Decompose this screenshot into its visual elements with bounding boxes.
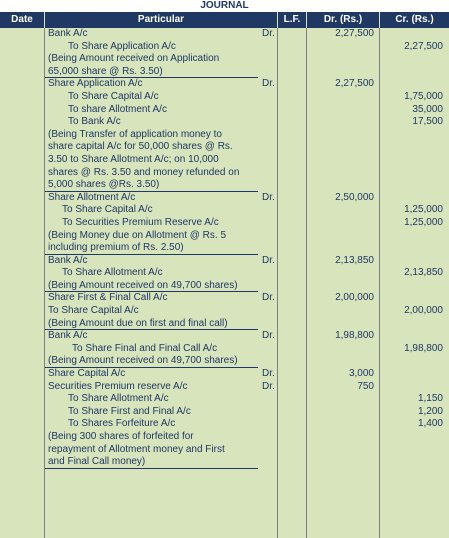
particular-text: shares @ Rs. 3.50 and money refunded on [48,166,240,178]
journal-line [0,406,449,419]
dr-label: Dr. [262,28,275,39]
particular-text: including premium of Rs. 2.50) [48,242,184,254]
particular-text: To Share Capital A/c [62,204,153,216]
journal-line [0,66,449,79]
debit-amount: 2,50,000 [335,191,374,203]
debit-amount: 2,27,500 [335,78,374,90]
particular-text: (Being Amount received on Application [48,53,220,65]
particular-text: (Being Amount received on 49,700 shares) [48,279,238,291]
particular-text: (Being Transfer of application money to [48,128,222,140]
header-cr: Cr. (Rs.) [380,12,449,28]
dr-label: Dr. [262,292,275,304]
dr-label: Dr. [262,254,275,266]
journal-line [0,141,449,154]
journal-line [0,104,449,117]
header-particular: Particular [45,12,277,28]
header-date: Date [0,12,44,28]
particular-text: To Share Capital A/c [48,305,139,317]
journal-line [0,230,449,243]
journal-line [0,78,449,91]
journal-line [0,28,449,41]
particular-text: To Share Final and Final Call A/c [72,342,218,354]
journal-line [0,41,449,54]
particular-text: To Shares Forfeiture A/c [68,418,176,430]
particular-text: and Final Call money) [48,456,146,468]
debit-amount: 2,27,500 [335,28,374,39]
particular-text: Securities Premium reserve A/c [48,380,188,392]
journal-entries [0,28,449,469]
journal-line [0,431,449,444]
journal-line [0,318,449,331]
journal-line [0,330,449,343]
particular-text: Share Application A/c [48,78,143,90]
credit-amount: 1,75,000 [404,90,443,102]
particular-text: To Share Capital A/c [68,90,159,102]
debit-amount: 3,000 [348,368,374,380]
particular-text: Share Capital A/c [48,368,126,380]
particular-text: To Securities Premium Reserve A/c [62,216,219,228]
credit-amount: 1,98,800 [404,342,443,354]
entry-separator [45,468,258,469]
debit-amount: 2,00,000 [335,292,374,304]
journal-title: JOURNAL [0,0,449,12]
credit-amount: 2,00,000 [404,305,443,317]
journal-line [0,129,449,142]
dr-label: Dr. [262,380,275,392]
credit-amount: 1,200 [417,405,443,417]
journal-line [0,393,449,406]
particular-text: 65,000 share @ Rs. 3.50) [48,65,163,77]
journal-line [0,53,449,66]
dr-label: Dr. [262,191,275,203]
particular-text: 3.50 to Share Allotment A/c; on 10,000 [48,153,219,165]
debit-amount: 2,13,850 [335,254,374,266]
journal-line [0,444,449,457]
journal-line [0,217,449,230]
particular-text: To Share Application A/c [68,40,176,52]
particular-text: 5,000 shares @Rs. 3.50) [48,179,160,191]
header-dr: Dr. (Rs.) [307,12,379,28]
journal-line [0,242,449,255]
credit-amount: 1,150 [417,393,443,405]
credit-amount: 17,500 [412,116,443,128]
debit-amount: 1,98,800 [335,330,374,342]
particular-text: To Share First and Final A/c [68,405,191,417]
particular-text: Share Allotment A/c [48,191,136,203]
credit-amount: 2,27,500 [404,40,443,52]
particular-text: (Being Amount received on 49,700 shares) [48,355,238,367]
journal-line [0,381,449,394]
particular-text: To Bank A/c [68,116,121,128]
credit-amount: 2,13,850 [404,267,443,279]
particular-text: share capital A/c for 50,000 shares @ Rs. [48,141,233,153]
journal-line [0,280,449,293]
journal-line [0,305,449,318]
particular-text: (Being Money due on Allotment @ Rs. 5 [48,229,227,241]
credit-amount: 1,25,000 [404,204,443,216]
journal-line [0,154,449,167]
journal-line [0,267,449,280]
debit-amount: 750 [357,380,374,392]
credit-amount: 1,25,000 [404,216,443,228]
journal-line [0,355,449,368]
journal-line [0,368,449,381]
dr-label: Dr. [262,368,275,380]
particular-text: Bank A/c [48,254,88,266]
journal-line [0,116,449,129]
journal-line [0,91,449,104]
journal-line [0,192,449,205]
journal-line [0,255,449,268]
journal-line [0,167,449,180]
dr-label: Dr. [262,330,275,342]
particular-text: Share First & Final Call A/c [48,292,168,304]
particular-text: (Being Amount due on first and final call) [48,317,228,329]
credit-amount: 1,400 [417,418,443,430]
journal-line [0,292,449,305]
particular-text: (Being 300 shares of forfeited for [48,431,194,442]
particular-text: Bank A/c [48,28,88,39]
particular-text: To Share Allotment A/c [68,393,169,405]
particular-text: repayment of Allotment money and First [48,443,225,455]
journal-line [0,456,449,469]
particular-text: To share Allotment A/c [68,103,167,115]
credit-amount: 35,000 [412,103,443,115]
dr-label: Dr. [262,78,275,90]
journal-line [0,418,449,431]
journal-line [0,204,449,217]
journal-line [0,179,449,192]
particular-text: Bank A/c [48,330,88,342]
header-lf: L.F. [278,12,306,28]
journal-line [0,343,449,356]
particular-text: To Share Allotment A/c [62,267,163,279]
